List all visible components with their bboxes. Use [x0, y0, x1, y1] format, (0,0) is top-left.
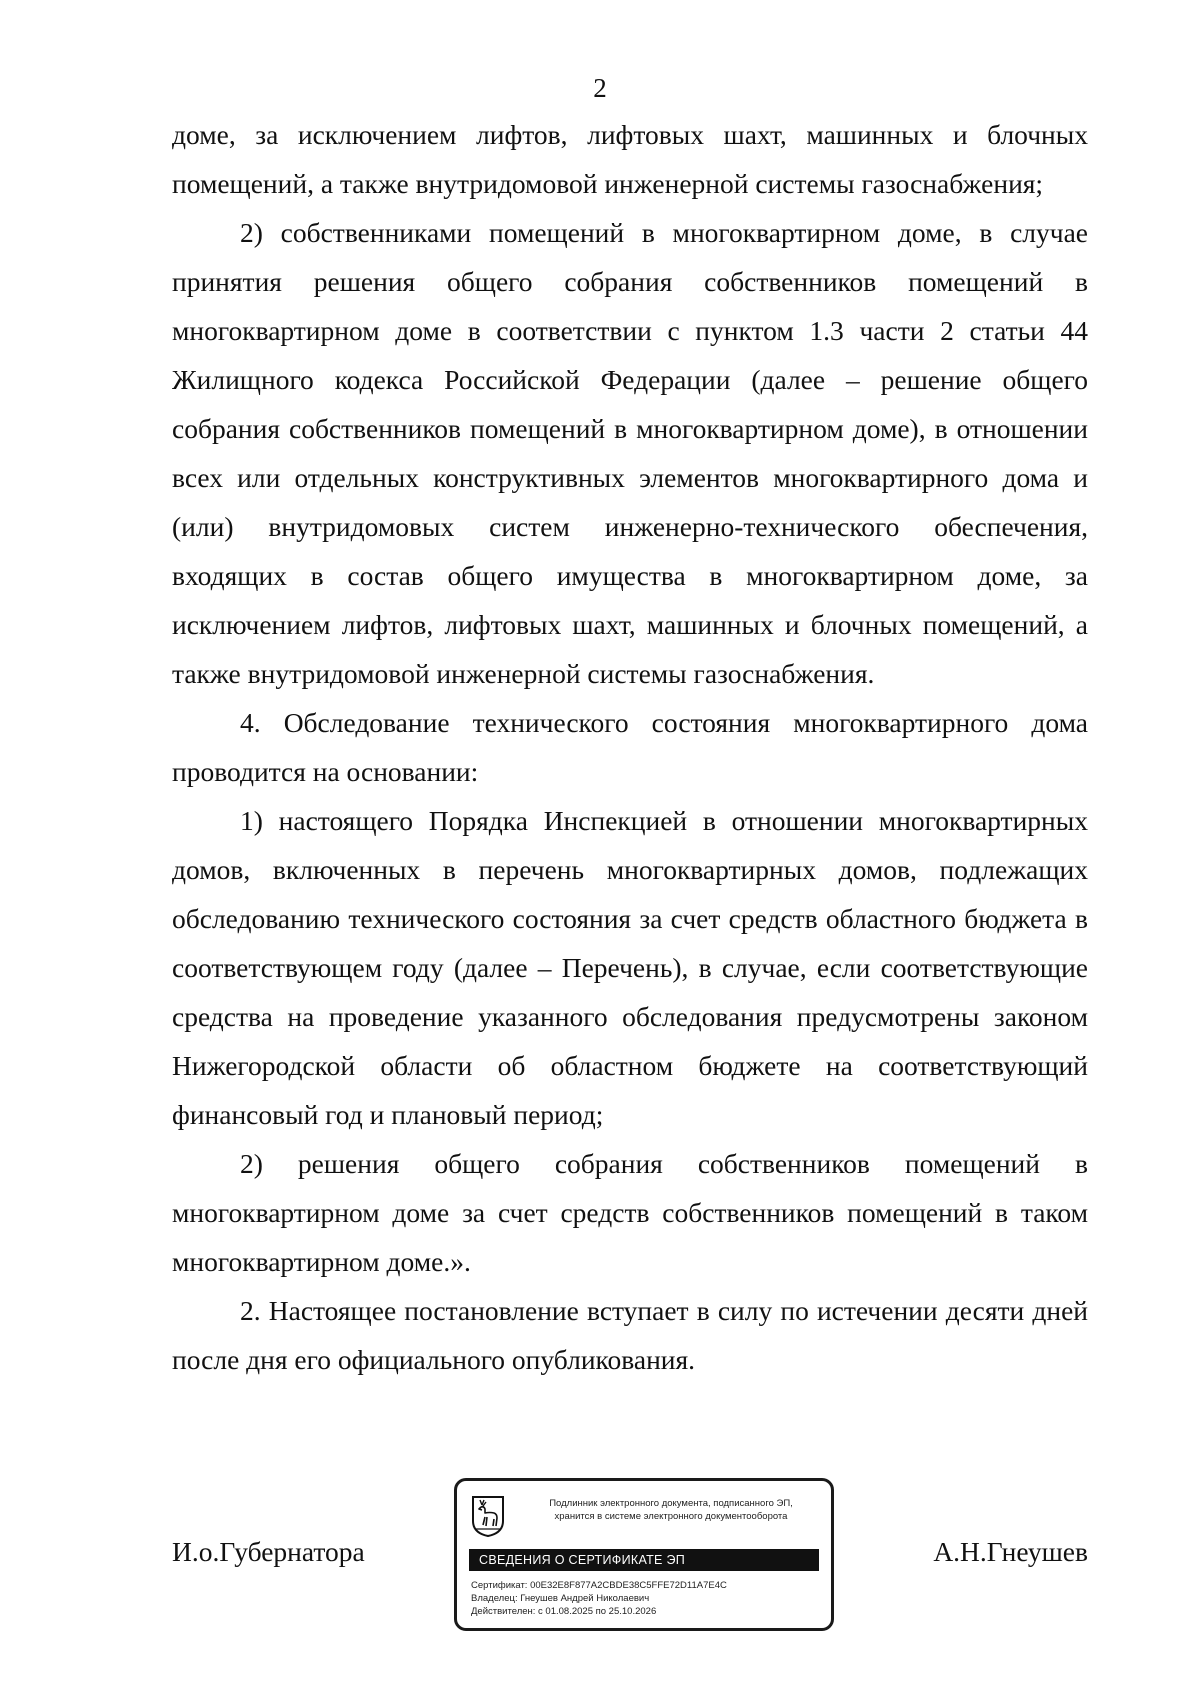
electronic-signature-stamp	[454, 1478, 834, 1631]
stamp-header-line-1: Подлинник электронного документа, подписанного ЭП,	[549, 1498, 793, 1509]
stamp-details	[471, 1579, 823, 1618]
paragraph-5: 2) решения общего собрания собственников помещений в многоквартирном доме за счет средств собственников помещений в таком многоквартирном доме.».	[172, 1148, 1088, 1277]
page-number: 2	[593, 73, 607, 103]
paragraph-6: 2. Настоящее постановление вступает в силу по истечении десяти дней после дня его официального опубликования.	[172, 1295, 1088, 1375]
stamp-title: СВЕДЕНИЯ О СЕРТИФИКАТЕ ЭП	[469, 1549, 819, 1571]
stamp-certificate: Сертификат: 00E32E8F877A2CBDE38C5FFE72D11A7E4C	[471, 1580, 727, 1591]
document-body	[172, 110, 1088, 1384]
paragraph-4: 1) настоящего Порядка Инспекцией в отношении многоквартирных домов, включенных в перечень многоквартирных домов, подлежащих обследованию технического состояния за счет средств областного бюджета в соответствующем году (далее – Перечень), в случае, если соответствующие средства на проведение указанного обследования предусмотрены законом Нижегородской области об областном бюджете на соответствующий финансовый год и плановый период;	[172, 805, 1088, 1130]
signatory-position: И.о.Губернатора	[172, 1536, 365, 1567]
stamp-validity: Действителен: с 01.08.2025 по 25.10.2026	[471, 1606, 657, 1617]
stamp-header-line-2: хранится в системе электронного документооборота	[554, 1511, 788, 1522]
signatory-name: А.Н.Гнеушев	[933, 1536, 1088, 1567]
nizhny-novgorod-deer-emblem-icon	[471, 1495, 505, 1537]
stamp-header	[515, 1497, 827, 1523]
paragraph-1: доме, за исключением лифтов, лифтовых шахт, машинных и блочных помещений, а также внутридомовой инженерной системы газоснабжения;	[172, 119, 1088, 199]
stamp-owner: Владелец: Гнеушев Андрей Николаевич	[471, 1593, 650, 1604]
paragraph-3: 4. Обследование технического состояния многоквартирного дома проводится на основании:	[172, 707, 1088, 787]
paragraph-2: 2) собственниками помещений в многоквартирном доме, в случае принятия решения общего собрания собственников помещений в многоквартирном доме в соответствии с пунктом 1.3 части 2 статьи 44 Жилищного кодекса Российской Федерации (далее – решение общего собрания собственников помещений в многоквартирном доме), в отношении всех или отдельных конструктивных элементов многоквартирного дома и (или) внутридомовых систем инженерно-технического обеспечения, входящих в состав общего имущества в многоквартирном доме, за исключением лифтов, лифтовых шахт, машинных и блочных помещений, а также внутридомовой инженерной системы газоснабжения.	[172, 217, 1088, 689]
